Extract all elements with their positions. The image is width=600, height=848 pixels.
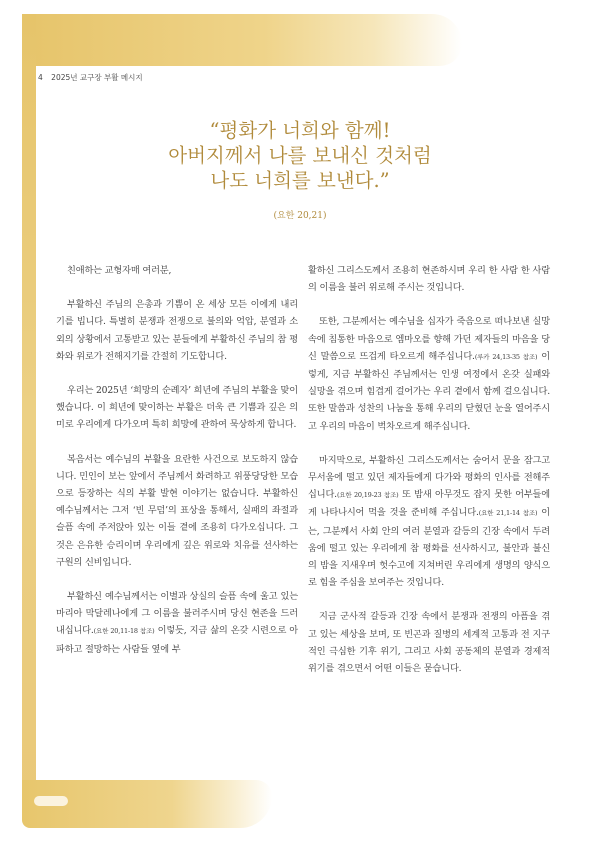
paragraph-text: 마지막으로, 부활하신 그리스도께서는 숨어서 문을 잠그고 무서움에 떨고 있던 제자들에게 다가와 평화의 인사를 전해주십니다.: [308, 454, 550, 501]
header-text: 2025년 교구장 부활 메시지: [51, 73, 143, 82]
scripture-reference: (요한 20,19-23 참조): [336, 491, 399, 500]
title-line-3: 나도 너희를 보낸다.”: [210, 169, 390, 192]
paragraph-text: 또 밤새 아무것도 잡지 못한 어부들에게 나타나시어 먹을 것을 준비해 주십니다.: [308, 489, 551, 519]
title-line-1: “평화가 너희와 함께!: [209, 119, 391, 142]
greeting: 친애하는 교형자매 여러분,: [67, 265, 172, 276]
page-number: 4: [38, 73, 43, 82]
paragraph-continued: 활하신 그리스도께서 조용히 현존하시며 우리 한 사람 한 사람의 이름을 불러 위로해 주시는 것입니다.: [308, 265, 550, 294]
paragraph: [308, 452, 550, 592]
running-header: [38, 72, 143, 83]
paragraph: [56, 588, 298, 658]
watercolor-wash-top: [22, 14, 462, 66]
left-column: [56, 262, 298, 675]
title-line-2: 아버지께서 나를 보내신 것처럼: [168, 144, 432, 167]
paragraph-text: 이렇게, 지금 부활하신 주님께서는 인생 여정에서 온갖 실패와 실망을 겪으며 힘겹게 걸어가는 우리 곁에서 함께 걸으십니다. 또한 말씀과 성찬의 나눔을 통해 우리의 닫혔던 눈을 열어주시고 우리의 마음이 벅차오르게 해주십니다.: [308, 350, 550, 432]
paragraph: [308, 313, 550, 434]
scripture-reference: (루카 24,13-35 참조): [474, 352, 538, 361]
page-title: [90, 118, 510, 193]
paragraph: 부활하신 주님의 은총과 기쁨이 온 세상 모든 이에게 내리기를 빕니다. 특별히 분쟁과 전쟁으로 불의와 억압, 분열과 소외의 상황에서 고통받고 있는 분들에게 부활하신 주님의 참 평화와 위로가 전해지기를 간절히 기도합니다.: [56, 299, 298, 362]
paragraph-text: 이는, 그분께서 사회 안의 여러 분열과 갈등의 긴장 속에서 두려움에 떨고 있는 우리에게 참 평화를 선사하시고, 불안과 불신의 밤을 지새우며 헛수고에 지쳐버린 우리에게 생명의 양식으로 힘을 주심을 보여주는 것입니다.: [308, 507, 551, 589]
scripture-reference: (요한 21,1-14 참조): [478, 509, 538, 518]
paragraph-text: 이렇듯, 지금 삶의 온갖 시련으로 아파하고 절망하는 사람들 옆에 부: [56, 625, 298, 655]
right-column: [308, 262, 550, 694]
scripture-reference: (요한 20,11-18 참조): [93, 627, 155, 636]
paragraph: 복음서는 예수님의 부활을 요란한 사건으로 보도하지 않습니다. 민인이 보는 앞에서 주님께서 화려하고 위풍당당한 모습으로 등장하는 식의 부활 발현 이야기는 없습니다. 부활하신 예수님께서는 그저 ‘빈 무덤’의 표상을 통해서, 실패의 좌절과 슬픔 속에 주저앉아 있는 이들 곁에 조용히 다가오십니다. 그것은 은유한 승리이며 우리에게 깊은 위로와 치유를 선사하는 구원의 신비입니다.: [56, 453, 298, 568]
paragraph: 지금 군사적 갈등과 긴장 속에서 분쟁과 전쟁의 아픔을 겪고 있는 세상을 보며, 또 빈곤과 질병의 세계적 고통과 전 지구적인 극심한 기후 위기, 그리고 사회 공동체의 분열과 경제적 위기를 겪으면서 어떤 이들은 묻습니다.: [308, 611, 550, 675]
paragraph-text: 또한, 그분께서는 예수님을 십자가 죽음으로 떠나보낸 실망 속에 침통한 마음으로 엠마오를 향해 가던 제자들의 마음을 당신 말씀으로 뜨겁게 타오르게 해주십니다.: [308, 316, 550, 362]
paragraph-text: 부활하신 예수님께서는 이별과 상실의 슬픔 속에 울고 있는 마리아 막달레나에게 그 이름을 불러주시며 당신 현존을 드러내십니다.: [56, 591, 298, 637]
decorative-pill: [34, 796, 68, 806]
paragraph: 우리는 2025년 ‘희망의 순례자’ 희년에 주님의 부활을 맞이했습니다. 이 희년에 맞이하는 부활은 더욱 큰 기쁨과 깊은 의미로 우리에게 다가오며 특히 희망에 관하여 묵상하게 합니다.: [56, 385, 298, 431]
title-citation: (요한 20,21): [273, 211, 327, 221]
watercolor-wash-left: [22, 14, 36, 819]
